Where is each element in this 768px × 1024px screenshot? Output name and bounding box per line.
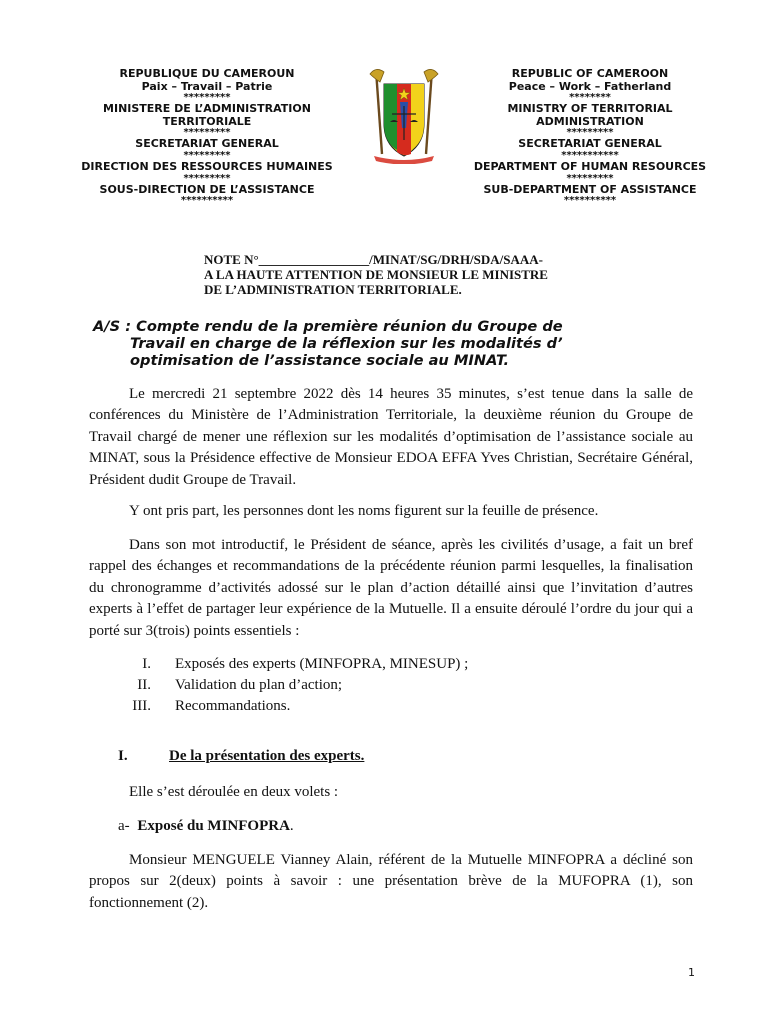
list-item-text: Validation du plan d’action; — [175, 677, 343, 693]
header-left-motto: Paix – Travail – Patrie — [141, 79, 273, 93]
paragraph-introduction: Dans son mot introductif, le Président de séance, après les civilités d’usage, a fait un bref rappel des échanges et recommandations de la précédente réunion parmi lesquelles, la finalisation du chronogramme d’activités adossé sur le plan d’action détaillé ainsi que l’invitation d’autres experts à l’effet de partager leur expérience de la Mutuelle. Il a ensuite déroulé l’ordre du jour qui a porté sur 3(trois) points essentiels : — [89, 537, 693, 639]
note-reference: NOTE N°_________________/MINAT/SG/DRH/SDA/SAAA- — [204, 252, 544, 267]
section-intro: Elle s’est déroulée en deux volets : — [129, 784, 339, 800]
subject-line: A/S : Compte rendu de la première réunion du Groupe de — [93, 318, 563, 335]
note-ministry: DE L’ADMINISTRATION TERRITORIALE. — [204, 282, 462, 297]
note-attention: A LA HAUTE ATTENTION DE MONSIEUR LE MINISTRE — [204, 267, 548, 282]
header-left-stars: ********* — [183, 149, 231, 161]
header-right-stars: *********** — [561, 149, 619, 161]
list-item-number: III. — [132, 698, 151, 714]
subsection-title: Exposé du MINFOPRA — [137, 818, 290, 834]
subsection-label: a- — [118, 818, 130, 834]
header-left-country: REPUBLIQUE DU CAMEROUN — [119, 67, 295, 80]
header-right — [445, 68, 735, 206]
subsection-period: . — [289, 818, 294, 834]
header-left-subdirection: SOUS-DIRECTION DE L’ASSISTANCE — [99, 182, 315, 196]
header-right-stars: ******** — [569, 92, 611, 104]
header-left-stars: ********* — [183, 92, 231, 104]
list-item — [89, 675, 693, 696]
header-left-stars: ********** — [180, 195, 234, 207]
header-left-secretariat: SECRETARIAT GENERAL — [135, 137, 279, 151]
header-left-stars: ********* — [183, 172, 231, 184]
list-item-text: Recommandations. — [175, 698, 291, 714]
header-right-motto: Peace – Work – Fatherland — [508, 79, 672, 93]
paragraph-attendees: Y ont pris part, les personnes dont les noms figurent sur la feuille de présence. — [129, 503, 599, 519]
header-left-ministry: MINISTERE DE L’ADMINISTRATION TERRITORIALE — [103, 102, 311, 128]
list-item-text: Exposés des experts (MINFOPRA, MINESUP) ; — [175, 656, 469, 672]
subject-line: optimisation de l’assistance sociale au MINAT. — [130, 352, 509, 369]
header-right-ministry: MINISTRY OF TERRITORIAL ADMINISTRATION — [507, 102, 673, 128]
list-item-number: I. — [142, 656, 151, 672]
header-right-country: REPUBLIC OF CAMEROON — [511, 67, 669, 80]
note-addressee — [204, 252, 624, 297]
page-number: 1 — [688, 966, 695, 979]
cameroon-coat-of-arms-icon — [366, 66, 442, 164]
paragraph-meeting: Le mercredi 21 septembre 2022 dès 14 heures 35 minutes, s’est tenue dans la salle de conférences du Ministère de l’Administration Territoriale, la deuxième réunion du Groupe de Travail chargé de mener une réflexion sur les modalités d’optimisation de l’assistance sociale au MINAT, sous la Présidence effective de Monsieur EDOA EFFA Yves Christian, Secrétaire Général, Président dudit Groupe de Travail. — [89, 386, 693, 488]
header-right-stars: ********* — [566, 127, 614, 139]
header-right-secretariat: SECRETARIAT GENERAL — [518, 137, 662, 151]
header-right-direction: DEPARTMENT OF HUMAN RESOURCES — [473, 159, 707, 173]
header-left-direction: DIRECTION DES RESSOURCES HUMAINES — [81, 159, 333, 173]
header-left-stars: ********* — [183, 127, 231, 139]
list-item-number: II. — [137, 677, 151, 693]
paragraph-minfopra: Monsieur MENGUELE Vianney Alain, référent de la Mutuelle MINFOPRA a décliné son propos sur 2(deux) points à savoir : une présentation brève de la MUFOPRA (1), son fonctionnement (2). — [89, 852, 693, 911]
header-right-stars: ********* — [566, 172, 614, 184]
section-title: De la présentation des experts. — [169, 748, 365, 764]
list-item — [89, 696, 693, 717]
subsection-heading — [118, 816, 294, 837]
header-right-subdirection: SUB-DEPARTMENT OF ASSISTANCE — [483, 182, 697, 196]
subject-line: Travail en charge de la réflexion sur les modalités d’ — [130, 335, 563, 352]
section-number: I. — [118, 748, 128, 764]
header-left — [62, 68, 352, 206]
agenda-list — [89, 654, 693, 717]
header-right-stars: ********** — [563, 195, 617, 207]
subject-heading — [93, 318, 613, 369]
list-item — [89, 654, 693, 675]
